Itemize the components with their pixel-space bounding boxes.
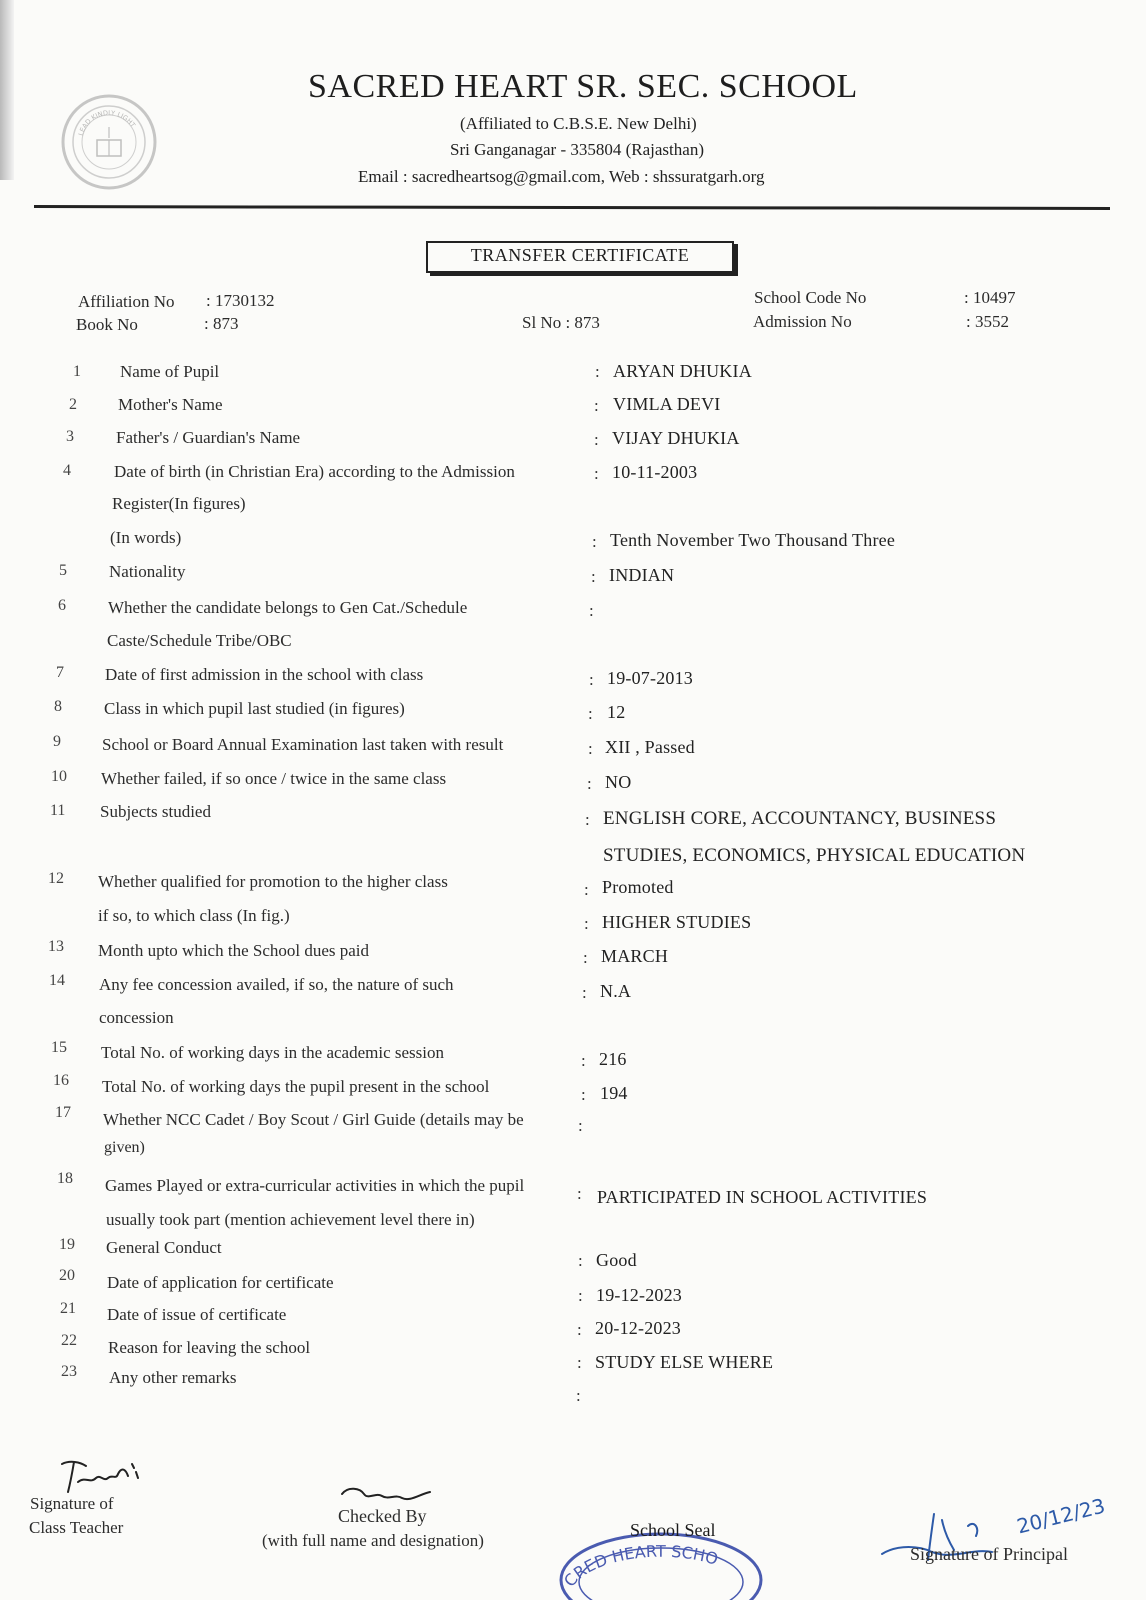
teacher-signature-label-2: Class Teacher [29, 1518, 124, 1537]
row-label: Date of birth (in Christian Era) according to the Admission [114, 462, 515, 481]
row-value-nationality: INDIAN [609, 565, 675, 585]
row-colon: : [589, 601, 594, 620]
checked-by-note: (with full name and designation) [262, 1531, 484, 1550]
row-value-father-name: VIJAY DHUKIA [612, 428, 740, 448]
row-number: 7 [56, 664, 64, 681]
row-value-subjects-continued: STUDIES, ECONOMICS, PHYSICAL EDUCATION [603, 845, 1026, 866]
row-value-activities: PARTICIPATED IN SCHOOL ACTIVITIES [597, 1187, 928, 1207]
row-value-pupil-name: ARYAN DHUKIA [613, 361, 752, 381]
row-number: 20 [59, 1267, 75, 1284]
row-colon: : [591, 567, 596, 586]
row-colon: : [594, 464, 599, 483]
row-label: School or Board Annual Examination last taken with result [102, 735, 504, 754]
row-colon: : [581, 1051, 586, 1070]
row-label: Total No. of working days in the academic session [101, 1043, 444, 1062]
row-value-first-admission: 19-07-2013 [607, 668, 693, 688]
row-label: Whether failed, if so once / twice in the same class [101, 769, 447, 788]
row-value-higher-class: HIGHER STUDIES [602, 912, 752, 932]
row-number: 14 [49, 972, 65, 989]
admission-label: Admission No [753, 312, 852, 331]
row-number: 2 [69, 396, 77, 413]
row-value-subjects: ENGLISH CORE, ACCOUNTANCY, BUSINESS [603, 808, 997, 829]
row-label: Nationality [109, 562, 186, 581]
row-number: 21 [60, 1300, 76, 1317]
serial-number: Sl No : 873 [522, 313, 600, 332]
school-code-value: : 10497 [964, 288, 1016, 307]
row-label: Whether qualified for promotion to the higher class [98, 872, 448, 891]
row-colon: : [584, 880, 589, 899]
row-label: General Conduct [106, 1238, 222, 1257]
row-colon: : [594, 396, 599, 415]
row-value-issue-date: 20-12-2023 [595, 1318, 681, 1338]
row-number: 1 [73, 363, 81, 380]
row-colon: : [588, 739, 593, 758]
row-colon: : [577, 1353, 582, 1372]
row-label: Date of issue of certificate [107, 1305, 287, 1324]
row-label-continued: usually took part (mention achievement level there in) [106, 1210, 475, 1229]
row-label: Mother's Name [118, 395, 223, 414]
row-number: 16 [53, 1072, 69, 1089]
row-colon: : [578, 1116, 583, 1135]
row-number: 8 [54, 698, 62, 715]
row-label: Any fee concession availed, if so, the nature of such [99, 975, 454, 994]
row-label: Reason for leaving the school [108, 1338, 311, 1357]
row-label: Whether the candidate belongs to Gen Cat./Schedule [108, 598, 468, 617]
row-value-leaving-reason: STUDY ELSE WHERE [595, 1352, 774, 1372]
affiliation-value: : 1730132 [206, 291, 275, 310]
header-divider [34, 205, 1110, 210]
scan-edge-shadow [0, 0, 14, 180]
teacher-signature-label: Signature of [30, 1494, 114, 1513]
row-colon: : [594, 430, 599, 449]
affiliation-line: (Affiliated to C.B.S.E. New Delhi) [460, 114, 697, 133]
row-number: 18 [57, 1170, 73, 1187]
row-number: 19 [59, 1236, 75, 1253]
row-label-continued: given) [104, 1139, 145, 1156]
row-number: 10 [51, 768, 67, 785]
admission-value: : 3552 [966, 312, 1009, 331]
checked-by-label: Checked By [338, 1506, 427, 1526]
row-colon: : [588, 704, 593, 723]
row-colon: : [592, 532, 597, 551]
row-label: (In words) [110, 528, 182, 547]
row-colon: : [583, 948, 588, 967]
row-label-continued: concession [99, 1008, 174, 1027]
row-value-failed: NO [605, 772, 632, 792]
class-teacher-signature [56, 1456, 146, 1498]
row-colon: : [589, 670, 594, 689]
address-line: Sri Ganganagar - 335804 (Rajasthan) [450, 140, 704, 159]
row-number: 5 [59, 562, 67, 579]
row-number: 9 [53, 733, 61, 750]
row-label: Date of first admission in the school with class [105, 665, 424, 684]
row-value-working-days: 216 [599, 1049, 627, 1069]
row-label: Whether NCC Cadet / Boy Scout / Girl Guide (details may be [103, 1110, 524, 1129]
row-value-last-class: 12 [607, 702, 626, 722]
row-label: Any other remarks [109, 1368, 237, 1387]
principal-signature-label: Signature of Principal [910, 1544, 1068, 1564]
row-value-dob-figures: 10-11-2003 [612, 462, 698, 482]
document-title: TRANSFER CERTIFICATE [470, 245, 690, 265]
logo-motto: LEAD KINDLY LIGHT [76, 108, 137, 137]
row-number: 15 [51, 1039, 67, 1056]
row-number: 22 [61, 1332, 77, 1349]
row-colon: : [587, 774, 592, 793]
row-value-exam-result: XII , Passed [605, 737, 695, 757]
row-value-conduct: Good [596, 1250, 637, 1270]
row-number: 23 [61, 1363, 77, 1380]
row-label: Month upto which the School dues paid [98, 941, 370, 960]
row-label-continued: Caste/Schedule Tribe/OBC [107, 631, 292, 650]
row-label: Class in which pupil last studied (in figures) [104, 699, 405, 718]
row-colon: : [581, 1085, 586, 1104]
row-value-mother-name: VIMLA DEVI [613, 394, 721, 414]
row-label: Total No. of working days the pupil present in the school [102, 1077, 490, 1096]
school-logo [54, 92, 164, 192]
row-label-continued: Register(In figures) [112, 494, 246, 513]
row-number: 17 [55, 1104, 71, 1121]
contact-line: Email : sacredheartsog@gmail.com, Web : shssuratgarh.org [358, 167, 765, 186]
row-label: Name of Pupil [120, 362, 220, 381]
row-colon: : [576, 1386, 581, 1405]
row-value-dob-words: Tenth November Two Thousand Three [610, 530, 896, 550]
seal-ring-text: CRED HEART SCHO [560, 1541, 721, 1591]
row-colon: : [585, 810, 590, 829]
row-value-fee-concession: N.A [600, 981, 632, 1001]
row-colon: : [577, 1184, 582, 1203]
school-name: SACRED HEART SR. SEC. SCHOOL [308, 68, 858, 105]
row-number: 11 [50, 802, 66, 819]
row-number: 12 [48, 870, 64, 887]
principal-signature-date: 20/12/23 [1014, 1493, 1108, 1539]
school-code-label: School Code No [754, 288, 867, 307]
row-value-dues-paid: MARCH [601, 946, 669, 966]
row-colon: : [578, 1251, 583, 1270]
row-value-days-present: 194 [600, 1083, 628, 1103]
row-label: Date of application for certificate [107, 1273, 334, 1292]
row-label: Subjects studied [100, 802, 211, 821]
row-label: Games Played or extra-curricular activities in which the pupil [105, 1176, 525, 1195]
row-label: if so, to which class (In fig.) [98, 906, 290, 925]
affiliation-label: Affiliation No [78, 292, 175, 311]
row-value-application-date: 19-12-2023 [596, 1285, 682, 1305]
row-colon: : [577, 1320, 582, 1339]
checked-by-signature [336, 1484, 436, 1508]
row-label: Father's / Guardian's Name [116, 428, 301, 447]
row-number: 3 [66, 428, 74, 445]
row-colon: : [582, 983, 587, 1002]
row-number: 6 [58, 597, 66, 614]
document-title-box [426, 241, 734, 273]
row-number: 13 [48, 938, 64, 955]
row-colon: : [584, 914, 589, 933]
book-label: Book No [76, 315, 138, 334]
row-colon: : [578, 1286, 583, 1305]
book-value: : 873 [204, 314, 239, 333]
row-number: 4 [63, 462, 71, 479]
row-value-promotion: Promoted [602, 877, 674, 897]
school-seal-label: School Seal [630, 1520, 716, 1540]
row-colon: : [595, 362, 600, 381]
